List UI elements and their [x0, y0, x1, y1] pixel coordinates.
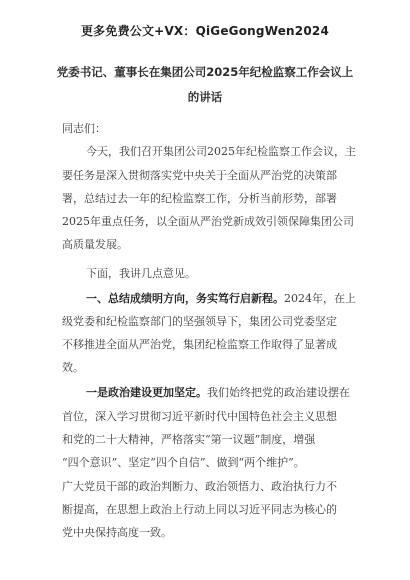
document-title-line-2: 的讲话 [187, 90, 223, 104]
paragraph-2: 下面，我讲几点意见。 [86, 267, 196, 280]
paragraph-1-line-1: 今天，我们召开集团公司2025年纪检监察工作会议，主 [86, 145, 356, 158]
section-1-lead-text: 2024年，在上 [284, 292, 356, 305]
section-1-line-3: 不移推进全面从严治党，集团纪检监察工作取得了显著成 [62, 338, 337, 351]
section-2-lead-text: 我们始终把党的政治建设摆在 [207, 386, 350, 399]
document-title-line-1: 党委书记、董事长在集团公司2025年纪检监察工作会议上 [56, 65, 354, 79]
section-2-line-5: 广大党员干部的政治判断力、政治领悟力、政治执行力不 [62, 480, 337, 493]
section-1-line-4: 效。 [62, 361, 84, 374]
paragraph-1-line-2: 要任务是深入贯彻落实党中央关于全面从严治党的决策部 [62, 169, 337, 182]
section-1-heading: 一、总结成绩明方向，务实笃行启新程。 [86, 292, 284, 305]
section-1-line-2: 级党委和纪检监察部门的坚强领导下，集团公司党委坚定 [62, 315, 337, 328]
section-2-line-7: 党中央保持高度一致。 [62, 526, 172, 539]
section-1-first-line [86, 292, 362, 306]
promo-header: 更多免费公文+VX：QiGeGongWen2024 [80, 24, 329, 38]
section-2-line-2: 首位，深入学习贯彻习近平新时代中国特色社会主义思想 [62, 410, 337, 423]
paragraph-1-line-3: 署，总结过去一年的纪检监察工作，分析当前形势，部署 [62, 192, 337, 205]
section-2-heading: 一是政治建设更加坚定。 [86, 386, 207, 399]
section-2-line-6: 断提高，在思想上政治上行动上同以习近平同志为核心的 [62, 503, 337, 516]
section-2-first-line [86, 386, 362, 400]
paragraph-1-line-5: 高质量发展。 [62, 238, 128, 251]
section-2-line-3: 和党的二十大精神，严格落实“第一议题”制度，增强 [62, 433, 316, 446]
section-2-line-4: “四个意识”、坚定“四个自信”、做到“两个维护”。 [62, 456, 305, 469]
salutation: 同志们： [62, 122, 106, 135]
paragraph-1-line-4: 2025年重点任务，以全面从严治党新成效引领保障集团公司 [62, 215, 354, 228]
